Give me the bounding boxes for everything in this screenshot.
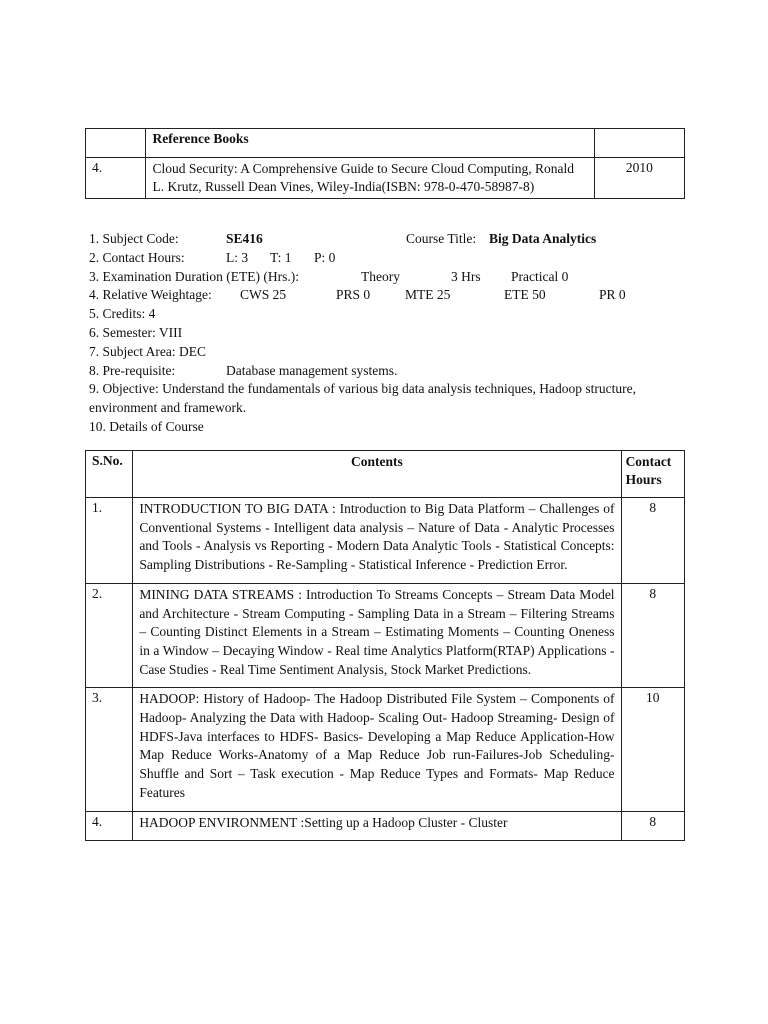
weightage-line — [89, 286, 689, 305]
course-row-contents — [133, 688, 621, 811]
course-info — [89, 230, 689, 437]
weightage-pr: PR 0 — [599, 287, 626, 303]
course-row-number: 1. — [86, 498, 133, 584]
reference-books-table — [85, 128, 685, 199]
practical-duration: Practical 0 — [511, 268, 569, 284]
course-row-contents-text: MINING DATA STREAMS : Introduction To Streams Concepts – Stream Data Model and Architecture - Stream Computing - Sampling Data in a Stream – Filtering Streams – Counting Distinct Elements in a Stream – Estimating Moments – Counting Oneness in a Window – Decaying Window - Real time Analytics Platform(RTAP) Applications - Case Studies - Real Time Sentiment Analysis, Stock Market Predictions. — [139, 586, 615, 677]
row-spacer — [139, 832, 614, 838]
objective-text: 9. Objective: Understand the fundamentals of various big data analysis techniques, Hadoop structure, environment and framework. — [89, 381, 636, 416]
course-table-header-row — [86, 451, 685, 498]
prerequisite-label: 8. Pre-requisite: — [89, 362, 176, 378]
course-row-3 — [86, 688, 685, 811]
weightage-label: 4. Relative Weightage: — [89, 287, 212, 303]
course-row-hours: 8 — [621, 583, 684, 688]
subject-code-value: SE416 — [226, 231, 263, 246]
contact-hours-label: 2. Contact Hours: — [89, 249, 185, 265]
reference-book-year: 2010 — [594, 158, 684, 199]
course-title-value: Big Data Analytics — [489, 231, 597, 246]
exam-duration-line — [89, 268, 689, 287]
course-row-number: 2. — [86, 583, 133, 688]
theory-label: Theory — [361, 268, 400, 284]
semester-line — [89, 324, 689, 343]
weightage-prs: PRS 0 — [336, 287, 371, 303]
weightage-ete: ETE 50 — [504, 287, 546, 303]
row-spacer — [139, 679, 614, 685]
reference-books-heading: Reference Books — [146, 129, 594, 158]
reference-book-row — [86, 158, 685, 199]
row-spacer — [139, 803, 614, 809]
course-row-hours: 10 — [621, 688, 684, 811]
contact-hours-line — [89, 249, 689, 268]
semester-text: 6. Semester: VIII — [89, 324, 183, 340]
subject-area-text: 7. Subject Area: DEC — [89, 343, 206, 359]
weightage-cws: CWS 25 — [240, 287, 287, 303]
weightage-mte: MTE 25 — [405, 287, 451, 303]
course-row-hours: 8 — [621, 498, 684, 584]
course-contents-table — [85, 450, 685, 841]
ref-header-empty-cell — [86, 129, 146, 158]
course-row-number: 3. — [86, 688, 133, 811]
exam-duration-label: 3. Examination Duration (ETE) (Hrs.): — [89, 268, 299, 284]
tutorial-hours: T: 1 — [270, 249, 292, 265]
lecture-hours: L: 3 — [226, 249, 249, 265]
reference-book-text: Cloud Security: A Comprehensive Guide to Secure Cloud Computing, Ronald L. Krutz, Russell Dean Vines, Wiley-India(ISBN: 978-0-470-58987-8) — [146, 158, 594, 199]
course-row-1 — [86, 498, 685, 584]
credits-line — [89, 305, 689, 324]
course-row-contents — [133, 498, 621, 584]
theory-hours: 3 Hrs — [451, 268, 481, 284]
reference-books-header-row — [86, 129, 685, 158]
course-row-contents-text: INTRODUCTION TO BIG DATA : Introduction to Big Data Platform – Challenges of Conventional Systems - Intelligent data analysis – Nature of Data - Analytic Processes and Tools - Analysis vs Reporting - Modern Data Analytic Tools - Statistical Concepts: Sampling Distributions - Re-Sampling - Statistical Inference - Prediction Error. — [139, 501, 615, 573]
course-title-label: Course Title: — [406, 231, 477, 246]
subject-code-label: 1. Subject Code: — [89, 231, 179, 246]
subject-code-line — [89, 230, 689, 249]
course-row-4 — [86, 811, 685, 841]
row-spacer — [139, 575, 614, 581]
practical-hours: P: 0 — [314, 249, 336, 265]
ref-header-empty-year-cell — [594, 129, 684, 158]
course-row-2 — [86, 583, 685, 688]
details-of-course-line — [89, 418, 689, 437]
course-row-contents — [133, 811, 621, 841]
course-row-contents-text: HADOOP: History of Hadoop- The Hadoop Distributed File System – Components of Hadoop- Analyzing the Data with Hadoop- Scaling Out- Hadoop Streaming- Design of HDFS-Java interfaces to HDFS- Basics- Developing a Map Reduce Application-How Map Reduce Works-Anatomy of a Map Reduce Job run-Failures-Job Scheduling-Shuffle and Sort – Task execution - Map Reduce Types and Formats- Map Reduce Features — [139, 691, 615, 800]
sno-header: S.No. — [86, 451, 133, 498]
prerequisite-line — [89, 362, 689, 381]
credits-text: 5. Credits: 4 — [89, 306, 156, 322]
course-row-hours: 8 — [621, 811, 684, 841]
subject-area-line — [89, 343, 689, 362]
course-row-contents-text: HADOOP ENVIRONMENT :Setting up a Hadoop Cluster - Cluster — [139, 814, 508, 830]
course-row-contents — [133, 583, 621, 688]
prerequisite-value: Database management systems. — [226, 362, 398, 378]
contents-header: Contents — [133, 451, 621, 498]
course-row-number: 4. — [86, 811, 133, 841]
contact-hours-header: Contact Hours — [621, 451, 684, 498]
reference-book-number: 4. — [86, 158, 146, 199]
details-of-course-heading: 10. Details of Course — [89, 418, 204, 434]
